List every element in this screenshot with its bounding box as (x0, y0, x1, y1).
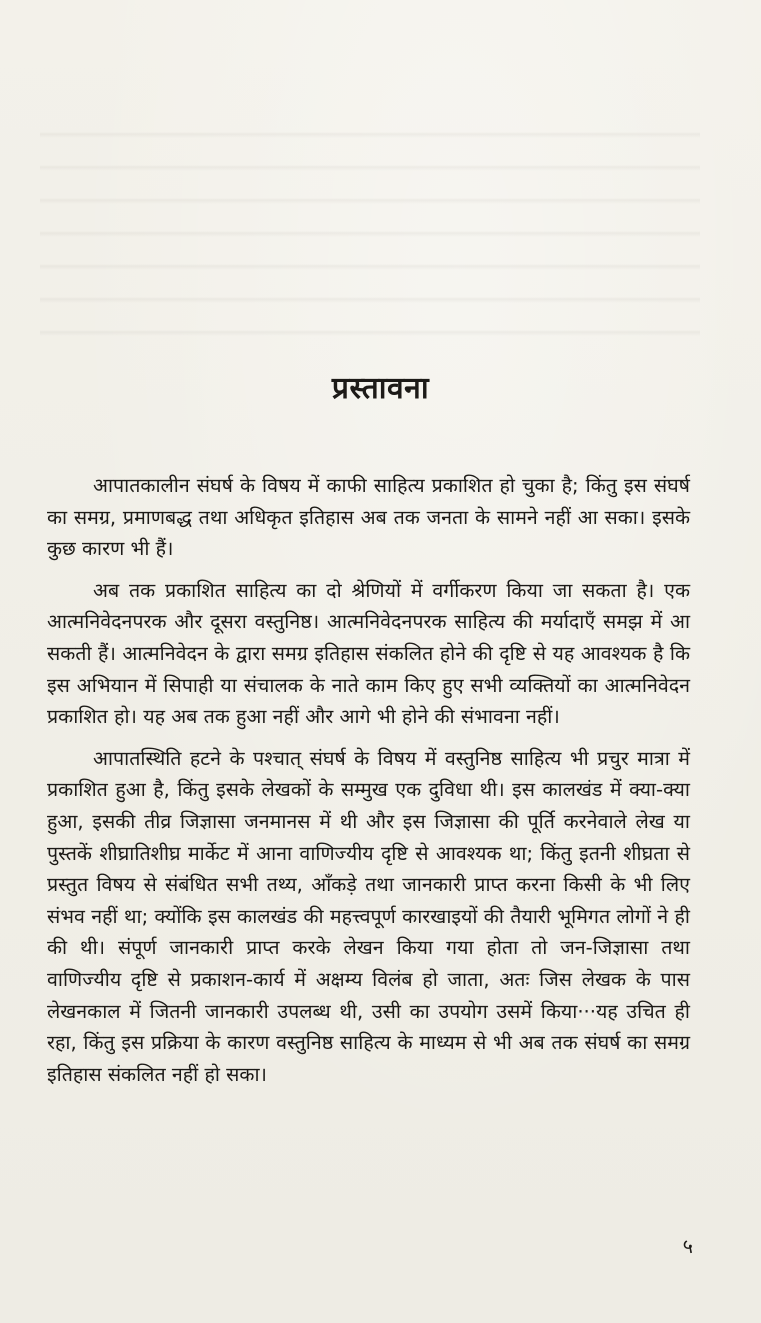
page-title: प्रस्तावना (331, 371, 430, 406)
page-number: ५ (682, 1234, 693, 1258)
paragraph-1: आपातकालीन संघर्ष के विषय में काफी साहित्य प्रकाशित हो चुका है; किंतु इस संघर्ष का समग्र, प्रमाणबद्ध तथा अधिकृत इतिहास अब तक जनता के सामने नहीं आ सका। इसके कुछ कारण भी हैं। (47, 474, 690, 561)
paragraph-3: आपातस्थिति हटने के पश्चात् संघर्ष के विषय में वस्तुनिष्ठ साहित्य भी प्रचुर मात्रा में प्रकाशित हुआ है, किंतु इसके लेखकों के सम्मुख एक दुविधा थी। इस कालखंड में क्या-क्या हुआ, इसकी तीव्र जिज्ञासा जनमानस में थी और इस जिज्ञासा की पूर्ति करनेवाले लेख या पुस्तकें शीघ्रातिशीघ्र मार्केट में आना वाणिज्यीय दृष्टि से आवश्यक था; किंतु इतनी शीघ्रता से प्रस्तुत विषय से संबंधित सभी तथ्य, आँकड़े तथा जानकारी प्राप्त करना किसी के भी लिए संभव नहीं था; क्योंकि इस कालखंड की महत्त्वपूर्ण कारखाइयों की तैयारी भूमिगत लोगों ने ही की थी। संपूर्ण जानकारी प्राप्त करके लेखन किया गया होता तो जन-जिज्ञासा तथा वाणिज्यीय दृष्टि से प्रकाशन-कार्य में अक्षम्य विलंब हो जाता, अतः जिस लेखक के पास लेखनकाल में जितनी जानकारी उपलब्ध थी, उसी का उपयोग उसमें किया···यह उचित ही रहा, किंतु इस प्रक्रिया के कारण वस्तुनिष्ठ साहित्य के माध्यम से भी अब तक संघर्ष का समग्र इतिहास संकलित नहीं हो सका। (47, 746, 690, 1086)
bleed-through-text (40, 112, 700, 352)
body-text (47, 470, 690, 1100)
paragraph-2: अब तक प्रकाशित साहित्य का दो श्रेणियों में वर्गीकरण किया जा सकता है। एक आत्मनिवेदनपरक और दूसरा वस्तुनिष्ठ। आत्मनिवेदनपरक साहित्य की मर्यादाएँ समझ में आ सकती हैं। आत्मनिवेदन के द्वारा समग्र इतिहास संकलित होने की दृष्टि से यह आवश्यक है कि इस अभियान में सिपाही या संचालक के नाते काम किए हुए सभी व्यक्तियों का आत्मनिवेदन प्रकाशित हो। यह अब तक हुआ नहीं और आगे भी होने की संभावना नहीं। (47, 578, 690, 729)
